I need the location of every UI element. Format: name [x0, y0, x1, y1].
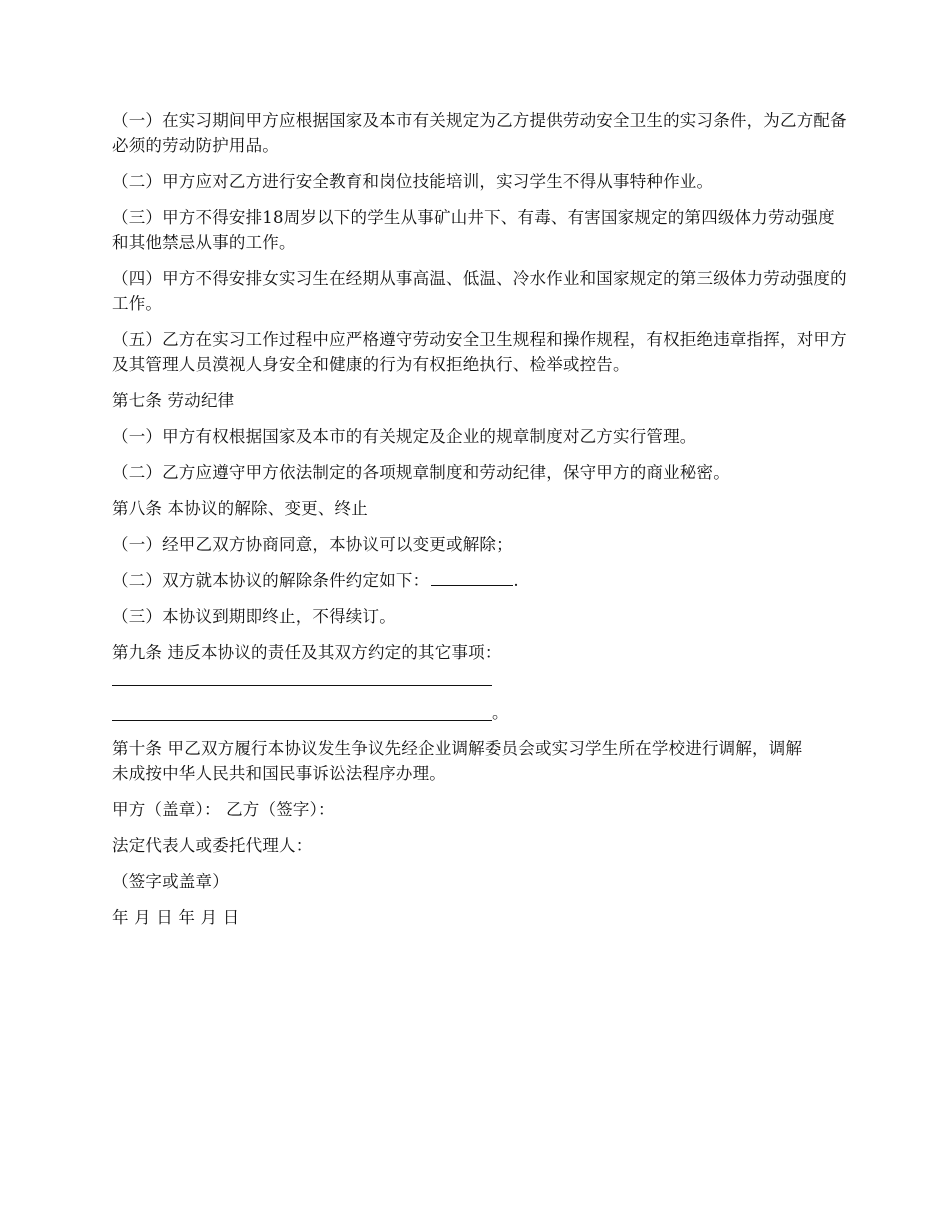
clause-8-2-period: .	[513, 571, 519, 590]
clause-7-1: （一）甲方有权根据国家及本市的有关规定及企业的规章制度对乙方实行管理。	[112, 427, 697, 446]
clause-6-3: （三）甲方不得安排18周岁以下的学生从事矿山井下、有毒、有害国家规定的第四级体力劳动强度和其他禁忌从事的工作。	[112, 208, 835, 252]
clause-6-2: （二）甲方应对乙方进行安全教育和岗位技能培训，实习学生不得从事特种作业。	[112, 172, 714, 191]
clause-8-2	[112, 568, 847, 593]
termination-conditions-blank	[431, 568, 513, 586]
document-body	[112, 108, 847, 941]
article-9-fill-line-2	[112, 700, 847, 725]
fill-underline	[112, 685, 492, 686]
clause-6-4: （四）甲方不得安排女实习生在经期从事高温、低温、冷水作业和国家规定的第三级体力劳动强度的工作。	[112, 269, 847, 313]
fill-underline	[112, 720, 492, 721]
article-9-heading: 第九条 违反本协议的责任及其双方约定的其它事项：	[112, 643, 502, 662]
clause-6-1: （一）在实习期间甲方应根据国家及本市有关规定为乙方提供劳动安全卫生的实习条件，为乙方配备必须的劳动防护用品。	[112, 111, 847, 155]
article-8-heading: 第八条 本协议的解除、变更、终止	[112, 499, 368, 518]
clause-7-2: （二）乙方应遵守甲方依法制定的各项规章制度和劳动纪律，保守甲方的商业秘密。	[112, 463, 730, 482]
sign-or-seal: （签字或盖章）	[112, 872, 229, 891]
signature-parties: 甲方（盖章）： 乙方（签字）：	[112, 800, 335, 819]
legal-representative: 法定代表人或委托代理人：	[112, 836, 313, 855]
clause-8-1: （一）经甲乙双方协商同意，本协议可以变更或解除；	[112, 535, 513, 554]
article-9-fill-line-1	[112, 665, 847, 690]
clause-8-3: （三）本协议到期即终止，不得续订。	[112, 607, 396, 626]
clause-8-2-text: （二）双方就本协议的解除条件约定如下：	[112, 571, 430, 590]
article-9-line-end: 。	[492, 703, 509, 722]
date-line: 年 月 日 年 月 日	[112, 908, 240, 927]
clause-6-5: （五）乙方在实习工作过程中应严格遵守劳动安全卫生规程和操作规程，有权拒绝违章指挥，对甲方及其管理人员漠视人身安全和健康的行为有权拒绝执行、检举或控告。	[112, 330, 847, 374]
article-10: 第十条 甲乙双方履行本协议发生争议先经企业调解委员会或实习学生所在学校进行调解，调解未成按中华人民共和国民事诉讼法程序办理。	[112, 739, 803, 783]
article-7-heading: 第七条 劳动纪律	[112, 391, 235, 410]
